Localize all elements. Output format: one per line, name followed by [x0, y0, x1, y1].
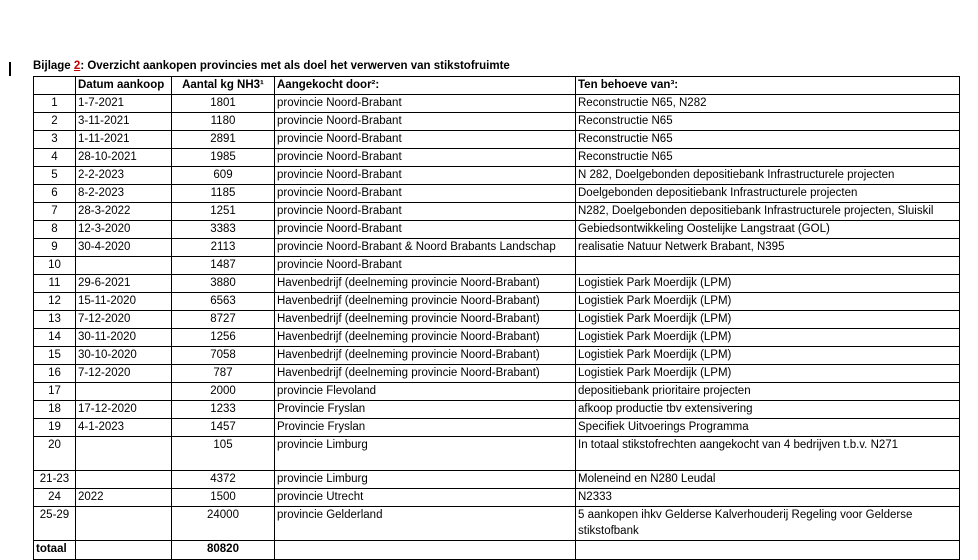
- cell-date: 3-11-2021: [76, 113, 172, 131]
- table-row: [34, 419, 960, 437]
- cell-kg: 1251: [172, 203, 275, 221]
- cell-purchased-by: Havenbedrijf (deelneming provincie Noord-Brabant): [275, 347, 576, 365]
- table-row: [34, 329, 960, 347]
- cell-on-behalf-of: depositiebank prioritaire projecten: [576, 383, 960, 401]
- header-kg: Aantal kg NH3¹: [172, 77, 275, 95]
- cell-nr: 19: [34, 419, 76, 437]
- cell-purchased-by: Havenbedrijf (deelneming provincie Noord-Brabant): [275, 311, 576, 329]
- cell-purchased-by: provincie Noord-Brabant: [275, 113, 576, 131]
- table-row: [34, 239, 960, 257]
- heading-prefix: Bijlage: [33, 60, 74, 72]
- total-date: [76, 541, 172, 560]
- cell-date: [76, 383, 172, 401]
- table-body: [34, 95, 960, 560]
- header-on-behalf-of: Ten behoeve van³:: [576, 77, 960, 95]
- cell-kg: 7058: [172, 347, 275, 365]
- cell-date: 15-11-2020: [76, 293, 172, 311]
- cell-on-behalf-of: In totaal stikstofrechten aangekocht van 4 bedrijven t.b.v. N271: [576, 437, 960, 471]
- cell-purchased-by: Provincie Fryslan: [275, 419, 576, 437]
- table-row: [34, 401, 960, 419]
- cell-purchased-by: provincie Utrecht: [275, 489, 576, 507]
- table-row: [34, 203, 960, 221]
- cell-purchased-by: provincie Noord-Brabant: [275, 131, 576, 149]
- cell-date: 7-12-2020: [76, 365, 172, 383]
- cell-on-behalf-of: Doelgebonden depositiebank Infrastructurele projecten: [576, 185, 960, 203]
- heading-rest: : Overzicht aankopen provincies met als doel het verwerven van stikstofruimte: [80, 60, 510, 72]
- cell-date: 2022: [76, 489, 172, 507]
- purchases-table: [33, 76, 960, 560]
- table-row: [34, 471, 960, 489]
- header-nr: [34, 77, 76, 95]
- cell-kg: 787: [172, 365, 275, 383]
- table-row: [34, 507, 960, 541]
- header-date: Datum aankoop: [76, 77, 172, 95]
- table-row: [34, 149, 960, 167]
- cell-on-behalf-of: Logistiek Park Moerdijk (LPM): [576, 311, 960, 329]
- cell-purchased-by: provincie Noord-Brabant: [275, 167, 576, 185]
- cell-kg: 24000: [172, 507, 275, 541]
- cell-date: 28-3-2022: [76, 203, 172, 221]
- cell-nr: 14: [34, 329, 76, 347]
- cell-kg: 4372: [172, 471, 275, 489]
- total-kg: 80820: [172, 541, 275, 560]
- cell-date: 28-10-2021: [76, 149, 172, 167]
- cell-nr: 24: [34, 489, 76, 507]
- text-cursor: [9, 62, 11, 76]
- cell-nr: 17: [34, 383, 76, 401]
- cell-nr: 2: [34, 113, 76, 131]
- cell-purchased-by: provincie Noord-Brabant: [275, 95, 576, 113]
- cell-on-behalf-of: Logistiek Park Moerdijk (LPM): [576, 365, 960, 383]
- cell-on-behalf-of: Specifiek Uitvoerings Programma: [576, 419, 960, 437]
- table-row: [34, 489, 960, 507]
- cell-on-behalf-of: Gebiedsontwikkeling Oostelijke Langstraat (GOL): [576, 221, 960, 239]
- table-row: [34, 131, 960, 149]
- cell-date: 30-4-2020: [76, 239, 172, 257]
- cell-on-behalf-of: N282, Doelgebonden depositiebank Infrastructurele projecten, Sluiskil: [576, 203, 960, 221]
- cell-date: 4-1-2023: [76, 419, 172, 437]
- table-total-row: [34, 541, 960, 560]
- cell-kg: 1801: [172, 95, 275, 113]
- table-row: [34, 293, 960, 311]
- cell-nr: 6: [34, 185, 76, 203]
- cell-on-behalf-of: Logistiek Park Moerdijk (LPM): [576, 329, 960, 347]
- table-row: [34, 95, 960, 113]
- cell-date: 1-7-2021: [76, 95, 172, 113]
- cell-purchased-by: Havenbedrijf (deelneming provincie Noord-Brabant): [275, 365, 576, 383]
- cell-purchased-by: Havenbedrijf (deelneming provincie Noord-Brabant): [275, 329, 576, 347]
- cell-nr: 8: [34, 221, 76, 239]
- cell-nr: 1: [34, 95, 76, 113]
- cell-kg: 1185: [172, 185, 275, 203]
- table-row: [34, 275, 960, 293]
- cell-kg: 1500: [172, 489, 275, 507]
- cell-kg: 2113: [172, 239, 275, 257]
- cell-on-behalf-of: [576, 257, 960, 275]
- cell-nr: 7: [34, 203, 76, 221]
- cell-purchased-by: provincie Limburg: [275, 471, 576, 489]
- cell-purchased-by: provincie Noord-Brabant: [275, 149, 576, 167]
- cell-nr: 9: [34, 239, 76, 257]
- cell-nr: 5: [34, 167, 76, 185]
- cell-nr: 21-23: [34, 471, 76, 489]
- table-row: [34, 347, 960, 365]
- header-purchased-by: Aangekocht door²:: [275, 77, 576, 95]
- cell-date: 30-11-2020: [76, 329, 172, 347]
- cell-date: 30-10-2020: [76, 347, 172, 365]
- cell-date: [76, 257, 172, 275]
- cell-on-behalf-of: Reconstructie N65: [576, 131, 960, 149]
- cell-on-behalf-of: Reconstructie N65: [576, 113, 960, 131]
- cell-date: 12-3-2020: [76, 221, 172, 239]
- cell-date: [76, 437, 172, 471]
- cell-purchased-by: provincie Noord-Brabant & Noord Brabants Landschap: [275, 239, 576, 257]
- cell-purchased-by: provincie Noord-Brabant: [275, 185, 576, 203]
- heading-number: 2: [73, 60, 81, 72]
- table-row: [34, 221, 960, 239]
- table-row: [34, 437, 960, 471]
- table-row: [34, 383, 960, 401]
- cell-date: 1-11-2021: [76, 131, 172, 149]
- cell-date: 7-12-2020: [76, 311, 172, 329]
- total-for: [576, 541, 960, 560]
- cell-purchased-by: provincie Gelderland: [275, 507, 576, 541]
- cell-purchased-by: provincie Limburg: [275, 437, 576, 471]
- cell-on-behalf-of: Moleneind en N280 Leudal: [576, 471, 960, 489]
- table-row: [34, 365, 960, 383]
- cell-kg: 1985: [172, 149, 275, 167]
- cell-purchased-by: provincie Flevoland: [275, 383, 576, 401]
- cell-on-behalf-of: Logistiek Park Moerdijk (LPM): [576, 293, 960, 311]
- cell-nr: 11: [34, 275, 76, 293]
- cell-purchased-by: Havenbedrijf (deelneming provincie Noord-Brabant): [275, 275, 576, 293]
- cell-kg: 2000: [172, 383, 275, 401]
- cell-date: 29-6-2021: [76, 275, 172, 293]
- cell-purchased-by: Provincie Fryslan: [275, 401, 576, 419]
- cell-on-behalf-of: Logistiek Park Moerdijk (LPM): [576, 347, 960, 365]
- cell-kg: 609: [172, 167, 275, 185]
- cell-nr: 10: [34, 257, 76, 275]
- cell-purchased-by: Havenbedrijf (deelneming provincie Noord-Brabant): [275, 293, 576, 311]
- cell-on-behalf-of: afkoop productie tbv extensivering: [576, 401, 960, 419]
- cell-on-behalf-of: N2333: [576, 489, 960, 507]
- cell-nr: 16: [34, 365, 76, 383]
- cell-nr: 18: [34, 401, 76, 419]
- cell-kg: 1457: [172, 419, 275, 437]
- table-row: [34, 185, 960, 203]
- cell-kg: 3880: [172, 275, 275, 293]
- cell-date: 2-2-2023: [76, 167, 172, 185]
- cell-kg: 1256: [172, 329, 275, 347]
- cell-kg: 1180: [172, 113, 275, 131]
- cell-kg: 6563: [172, 293, 275, 311]
- cell-on-behalf-of: Reconstructie N65: [576, 149, 960, 167]
- cell-kg: 8727: [172, 311, 275, 329]
- cell-kg: 3383: [172, 221, 275, 239]
- table-row: [34, 167, 960, 185]
- cell-nr: 3: [34, 131, 76, 149]
- cell-purchased-by: provincie Noord-Brabant: [275, 221, 576, 239]
- cell-nr: 12: [34, 293, 76, 311]
- cell-kg: 1487: [172, 257, 275, 275]
- total-label: totaal: [34, 541, 76, 560]
- table-header-row: [34, 77, 960, 95]
- cell-on-behalf-of: Logistiek Park Moerdijk (LPM): [576, 275, 960, 293]
- cell-on-behalf-of: Reconstructie N65, N282: [576, 95, 960, 113]
- cell-nr: 20: [34, 437, 76, 471]
- table-row: [34, 113, 960, 131]
- cell-on-behalf-of: N 282, Doelgebonden depositiebank Infrastructurele projecten: [576, 167, 960, 185]
- cell-kg: 105: [172, 437, 275, 471]
- cell-date: 17-12-2020: [76, 401, 172, 419]
- cell-purchased-by: provincie Noord-Brabant: [275, 257, 576, 275]
- document-heading: [33, 60, 510, 72]
- cell-nr: 13: [34, 311, 76, 329]
- cell-date: [76, 471, 172, 489]
- cell-purchased-by: provincie Noord-Brabant: [275, 203, 576, 221]
- cell-on-behalf-of: realisatie Natuur Netwerk Brabant, N395: [576, 239, 960, 257]
- cell-kg: 1233: [172, 401, 275, 419]
- table-row: [34, 257, 960, 275]
- cell-date: [76, 507, 172, 541]
- cell-kg: 2891: [172, 131, 275, 149]
- cell-on-behalf-of: 5 aankopen ihkv Gelderse Kalverhouderij Regeling voor Gelderse stikstofbank: [576, 507, 960, 541]
- cell-nr: 25-29: [34, 507, 76, 541]
- total-by: [275, 541, 576, 560]
- table-row: [34, 311, 960, 329]
- cell-nr: 4: [34, 149, 76, 167]
- cell-date: 8-2-2023: [76, 185, 172, 203]
- cell-nr: 15: [34, 347, 76, 365]
